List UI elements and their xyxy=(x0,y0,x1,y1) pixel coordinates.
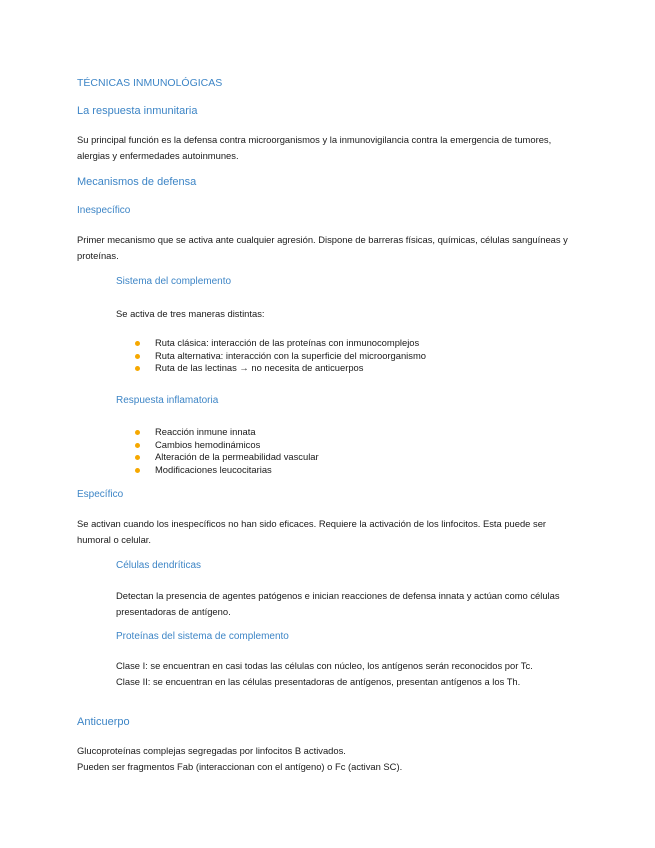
complemento-list xyxy=(116,337,582,375)
list-item: Alteración de la permeabilidad vascular xyxy=(116,451,582,464)
subheading-proteinas: Proteínas del sistema de complemento xyxy=(116,631,289,642)
subheading-especifico: Específico xyxy=(77,489,124,500)
list-item: Cambios hemodinámicos xyxy=(116,439,582,452)
bullet-icon xyxy=(135,443,140,448)
list-item: Modificaciones leucocitarias xyxy=(116,464,582,477)
list-item: Ruta de las lectinas → no necesita de anticuerpos xyxy=(116,362,582,375)
clase-1-text: Clase I: se encuentran en casi todas las células con núcleo, los antígenos serán reconocidos por Tc. xyxy=(116,660,533,671)
list-item: Ruta alternativa: interacción con la superficie del microorganismo xyxy=(116,350,582,363)
respuesta-paragraph: Su principal función es la defensa contra microorganismos y la inmunovigilancia contra la emergencia de tumores, alergias y enfermedades autoinmunes. xyxy=(77,134,552,161)
dendriticas-paragraph: Detectan la presencia de agentes patógenos e inician reacciones de defensa innata y actúan como células presentadoras de antígeno. xyxy=(116,590,560,617)
subheading-complemento: Sistema del complemento xyxy=(116,276,232,287)
subheading-dendriticas: Células dendríticas xyxy=(116,560,202,571)
document-title: TÉCNICAS INMUNOLÓGICAS xyxy=(77,77,223,89)
bullet-icon xyxy=(135,341,140,346)
bullet-icon xyxy=(135,455,140,460)
clase-2-text: Clase II: se encuentran en las células presentadoras de antígenos, presentan antígenos a los Th. xyxy=(116,675,521,687)
anticuerpo-line-1: Glucoproteínas complejas segregadas por linfocitos B activados. xyxy=(77,745,346,756)
subheading-inespecifico: Inespecífico xyxy=(77,205,131,216)
anticuerpo-paragraph xyxy=(77,743,582,774)
inespecifico-paragraph: Primer mecanismo que se activa ante cualquier agresión. Dispone de barreras físicas, químicas, células sanguíneas y proteínas. xyxy=(77,234,568,261)
complemento-intro: Se activa de tres maneras distintas: xyxy=(116,308,265,319)
anticuerpo-line-2: Pueden ser fragmentos Fab (interaccionan con el antígeno) o Fc (activan SC). xyxy=(77,760,403,772)
section-heading-mecanismos: Mecanismos de defensa xyxy=(77,176,197,188)
list-item: Reacción inmune innata xyxy=(116,426,582,439)
bullet-icon xyxy=(135,354,140,359)
bullet-icon xyxy=(135,430,140,435)
section-heading-respuesta: La respuesta inmunitaria xyxy=(77,105,198,117)
especifico-paragraph: Se activan cuando los inespecíficos no han sido eficaces. Requiere la activación de los linfocitos. Esta puede ser humoral o celular. xyxy=(77,518,547,545)
bullet-icon xyxy=(135,468,140,473)
inflamatoria-list xyxy=(116,426,582,476)
bullet-icon xyxy=(135,366,140,371)
section-heading-anticuerpo: Anticuerpo xyxy=(77,716,130,728)
proteinas-paragraph xyxy=(116,658,582,689)
list-item: Ruta clásica: interacción de las proteínas con inmunocomplejos xyxy=(116,337,582,350)
subheading-inflamatoria: Respuesta inflamatoria xyxy=(116,395,219,406)
